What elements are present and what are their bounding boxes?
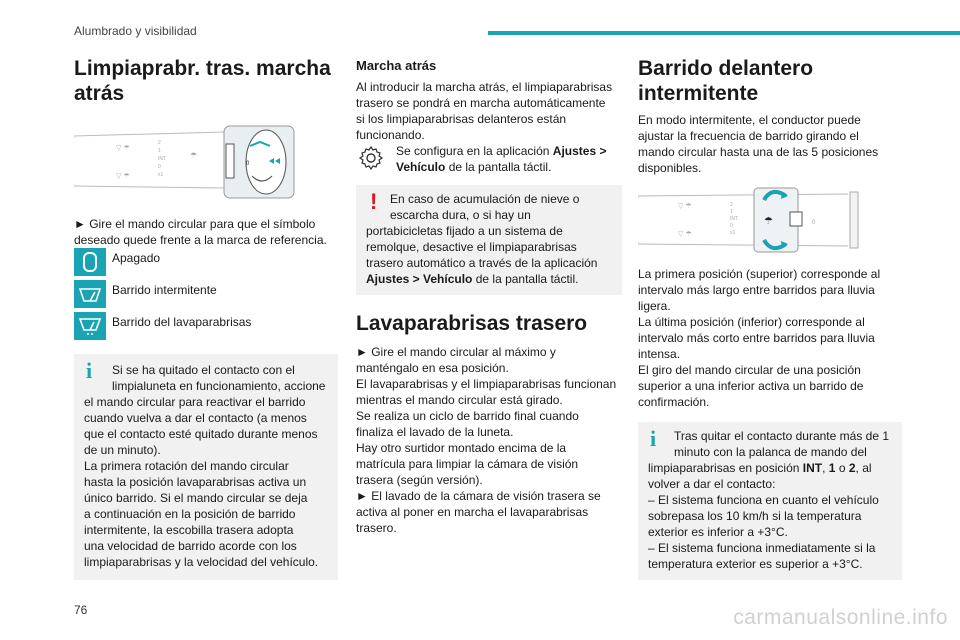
- svg-text:x1: x1: [730, 230, 736, 236]
- svg-text:1: 1: [158, 148, 161, 154]
- rear-washer-title: Lavaparabrisas trasero: [356, 312, 588, 335]
- off-icon: [74, 248, 106, 276]
- gear-icon: [358, 145, 384, 176]
- mode-off: [74, 248, 338, 276]
- svg-text:0: 0: [246, 161, 250, 167]
- rear-wiper-title: Limpiaprabr. tras. marcha atrás: [74, 57, 331, 105]
- info-note: i Si se ha quitado el contacto con el limpialuneta en funcionamiento, accione el mando circular para reactivar el barrido cuando vuelva a dar el contacto (a menos que el contacto esté quitado durante menos de un minuto). La primera rotación del mando circular hasta la posición lavaparabrisas activa un único barrido. Si el mando circular se deja a continuación en la posición de barrido intermitente, la escobilla trasera adopta una velocidad de barrido acorde con los limpiaparabrisas y la velocidad del vehículo.: [74, 354, 338, 580]
- mode-off-label: Apagado: [112, 251, 161, 265]
- mode-washer: [74, 312, 338, 340]
- intermittent-wipe-icon: [74, 280, 106, 308]
- rear-wiper-stalk-illustration: [74, 124, 338, 206]
- svg-text:1: 1: [730, 209, 733, 215]
- page-number: 76: [74, 603, 88, 617]
- info-icon: i: [650, 426, 657, 451]
- column-rear-wiper: [74, 56, 338, 580]
- svg-text:0: 0: [812, 220, 816, 226]
- svg-text:☂: ☂: [764, 216, 773, 227]
- front-intermittent-title: Barrido delantero intermitente: [638, 57, 814, 105]
- mode-intermittent: [74, 280, 338, 308]
- info-note-ignition: i Tras quitar el contacto durante más de 1 minuto con la palanca de mando del limpiaparabrisas en posición INT, 1 o 2, al volver a dar el contacto: – El sistema funciona en cuanto el vehículo sobrepasa los 10 km/h si la temperatura exterior es inferior a +3°C. – El sistema funciona inmediatamente si la temperatura exterior es superior a +3°C.: [638, 422, 902, 580]
- svg-text:INT: INT: [158, 156, 167, 162]
- svg-text:x1: x1: [158, 172, 164, 178]
- column-front-intermittent: Barrido delantero intermitente En modo intermitente, el conductor puede ajustar la frecuencia de barrido girando el mando circular hasta una de las 5 posiciones disponibles. ▽ ☂ ▽ ☂ 2 1 INT 0 x1 ☂ 0 La primera posición (superior) corresponde al intervalo más largo entre barridos para lluvia ligera. La última posición (inferior) corresponde al intervalo más corto entre barridos para lluvia intensa. El giro del mando circular de una posición superior a una inferior activa un barrido de confirmación. i Tras quitar el contacto durante más de 1 minuto con la palanca de mando del limpiaparabrisas en posición INT, 1 o 2, al volver a dar el contacto: – El sistema funciona en cuanto el vehículo sobrepasa los 10 km/h si la temperatura exterior es inferior a +3°C. – El sistema funciona inmediatamente si la temperatura exterior es superior a +3°C.: [638, 56, 902, 580]
- mode-washer-label: Barrido del lavaparabrisas: [112, 315, 252, 329]
- front-wiper-stalk-illustration: [638, 186, 902, 254]
- reverse-title: Marcha atrás: [356, 58, 437, 73]
- svg-text:INT: INT: [730, 216, 739, 222]
- turn-instruction: ► Gire el mando circular para que el símbolo deseado quede frente a la marca de referencia.: [74, 217, 327, 247]
- mode-intermittent-label: Barrido intermitente: [112, 283, 217, 297]
- column-reverse: Marcha atrás Al introducir la marcha atrás, el limpiaparabrisas trasero se pondrá en marcha automáticamente si los limpiaparabrisas delanteros están funcionando. Se configura en la aplicación Ajustes > Vehículo de la pantalla táctil. ! En caso de acumulación de nieve o escarcha dura, o si hay un portabicicletas fijado a un sistema de remolque, desactive el limpiaparabrisas trasero automático a través de la aplicación Ajustes > Vehículo de la pantalla táctil. Lavaparabrisas trasero ► Gire el mando circular al máximo y manténgalo en esa posición. El lavaparabrisas y el limpiaparabrisas funcionan mientras el mando circular está girado. Se realiza un ciclo de barrido final cuando finaliza el lavado de la luneta. Hay otro surtidor montado encima de la matrícula para limpiar la cámara de visión trasera (según versión). ► El lavado de la cámara de visión trasera se activa al poner en marcha el lavaparabrisas trasero.: [356, 56, 622, 536]
- svg-text:▽ ☂: ▽ ☂: [678, 231, 692, 238]
- info-icon: i: [86, 358, 93, 383]
- svg-text:0: 0: [730, 223, 733, 229]
- svg-text:▽ ☂: ▽ ☂: [116, 145, 130, 152]
- svg-text:☂: ☂: [190, 151, 198, 160]
- svg-text:2: 2: [158, 140, 161, 146]
- section-title: Alumbrado y visibilidad: [74, 24, 197, 38]
- svg-text:▽ ☂: ▽ ☂: [116, 173, 130, 180]
- warning-note: ! En caso de acumulación de nieve o escarcha dura, o si hay un portabicicletas fijado a un sistema de remolque, desactive el limpiaparabrisas trasero automático a través de la aplicación Ajustes > Vehículo de la pantalla táctil.: [356, 185, 622, 295]
- svg-text:▽ ☂: ▽ ☂: [678, 203, 692, 210]
- washer-wipe-icon: [74, 312, 106, 340]
- header-accent-bar: [488, 31, 960, 35]
- watermark: carmanualsonline.info: [733, 606, 948, 629]
- svg-text:0: 0: [158, 164, 161, 170]
- settings-config-row: Se configura en la aplicación Ajustes > Vehículo de la pantalla táctil.: [356, 143, 622, 175]
- warning-icon: !: [370, 189, 378, 214]
- svg-text:2: 2: [730, 202, 733, 208]
